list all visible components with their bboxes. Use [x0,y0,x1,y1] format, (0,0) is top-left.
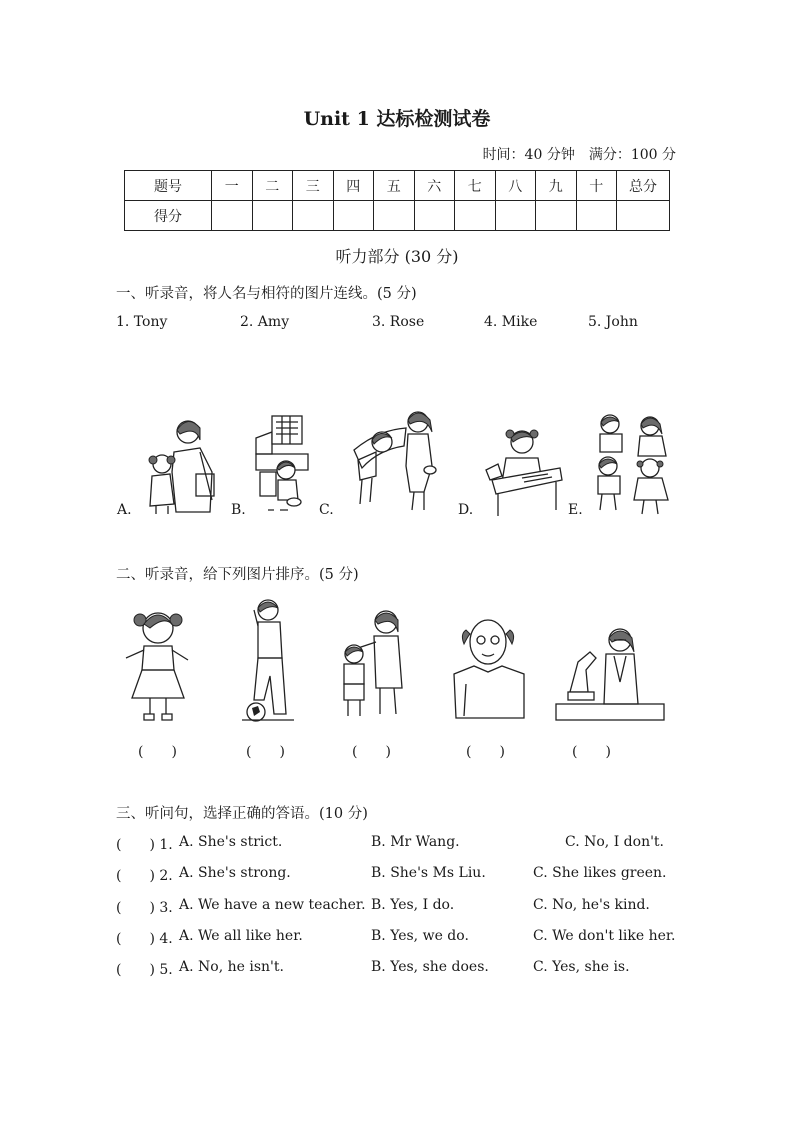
page-title: Unit 1 达标检测试卷 [303,108,491,130]
order-blank-5[interactable]: ( ) [572,744,611,760]
score-table-score-row [125,201,670,231]
header-cell: 四 [333,171,374,201]
time-info [469,144,676,164]
header-cell: 题号 [125,171,212,201]
question-number[interactable]: ( ) 4. [116,931,173,947]
picture-girl-waving [120,602,196,722]
option-c[interactable]: C. She likes green. [533,865,667,881]
picture-e-four-children [592,410,676,518]
option-letter-e: E. [568,502,583,518]
time-limit: 时间：40 分钟 [482,147,575,163]
score-cell[interactable] [212,201,253,231]
order-blank-4[interactable]: ( ) [466,744,505,760]
score-cell[interactable] [576,201,617,231]
header-cell: 七 [455,171,496,201]
option-a[interactable]: A. We all like her. [179,928,303,944]
score-cell[interactable] [536,201,577,231]
picture-old-man [448,612,528,722]
option-c[interactable]: C. Yes, she is. [533,959,630,975]
header-cell: 十 [576,171,617,201]
picture-c-boy-bowing-to-woman [348,406,442,516]
row-label: 得分 [125,201,212,231]
order-blank-2[interactable]: ( ) [246,744,285,760]
option-a[interactable]: A. We have a new teacher. [179,897,366,913]
section2-instruction: 二、听录音，给下列图片排序。(5 分) [116,567,359,583]
option-b[interactable]: B. Mr Wang. [371,834,460,850]
option-letter-c: C. [319,502,334,518]
option-a[interactable]: A. She's strong. [179,865,291,881]
option-a[interactable]: A. She's strict. [179,834,283,850]
option-b[interactable]: B. She's Ms Liu. [371,865,486,881]
name-tony: 1. Tony [116,314,168,330]
name-john: 5. John [588,314,638,330]
header-cell: 总分 [617,171,670,201]
option-c[interactable]: C. We don't like her. [533,928,676,944]
question-row [116,834,716,854]
score-cell[interactable] [333,201,374,231]
option-a[interactable]: A. No, he isn't. [179,959,284,975]
score-table-header-row [125,171,670,201]
question-number[interactable]: ( ) 5. [116,962,173,978]
score-cell[interactable] [374,201,415,231]
option-b[interactable]: B. Yes, I do. [371,897,455,913]
score-cell[interactable] [414,201,455,231]
order-blank-1[interactable]: ( ) [138,744,177,760]
header-cell: 五 [374,171,415,201]
listening-header: 听力部分 (30 分) [335,247,459,266]
option-letter-d: D. [458,502,474,518]
option-letter-a: A. [117,502,132,518]
section3-instruction: 三、听问句，选择正确的答语。(10 分) [116,806,368,822]
score-cell[interactable] [495,201,536,231]
option-b[interactable]: B. Yes, she does. [371,959,489,975]
full-score: 满分：100 分 [588,147,676,163]
order-blank-3[interactable]: ( ) [352,744,391,760]
section1-instruction: 一、听录音，将人名与相符的图片连线。(5 分) [116,286,417,302]
question-row [116,865,716,885]
question-row [116,928,716,948]
question-row [116,959,716,979]
header-cell: 八 [495,171,536,201]
picture-man-with-football [238,596,298,724]
question-row [116,897,716,917]
header-cell: 三 [293,171,334,201]
header-cell: 一 [212,171,253,201]
header-cell: 六 [414,171,455,201]
picture-b-boy-near-building [254,410,310,516]
option-letter-b: B. [231,502,246,518]
name-rose: 3. Rose [372,314,425,330]
picture-d-girl-at-desk [482,424,564,518]
score-cell[interactable] [252,201,293,231]
score-cell[interactable] [617,201,670,231]
picture-a-woman-with-girl [140,412,220,516]
option-c[interactable]: C. No, I don't. [565,834,665,850]
name-amy: 2. Amy [240,314,290,330]
question-number[interactable]: ( ) 3. [116,900,173,916]
name-mike: 4. Mike [484,314,538,330]
picture-woman-patting-boy [336,604,416,722]
score-cell[interactable] [455,201,496,231]
header-cell: 二 [252,171,293,201]
score-table [124,170,670,231]
question-number[interactable]: ( ) 1. [116,837,173,853]
score-cell[interactable] [293,201,334,231]
option-b[interactable]: B. Yes, we do. [371,928,469,944]
question-number[interactable]: ( ) 2. [116,868,173,884]
option-c[interactable]: C. No, he's kind. [533,897,650,913]
picture-scientist-microscope [554,622,668,722]
header-cell: 九 [536,171,577,201]
